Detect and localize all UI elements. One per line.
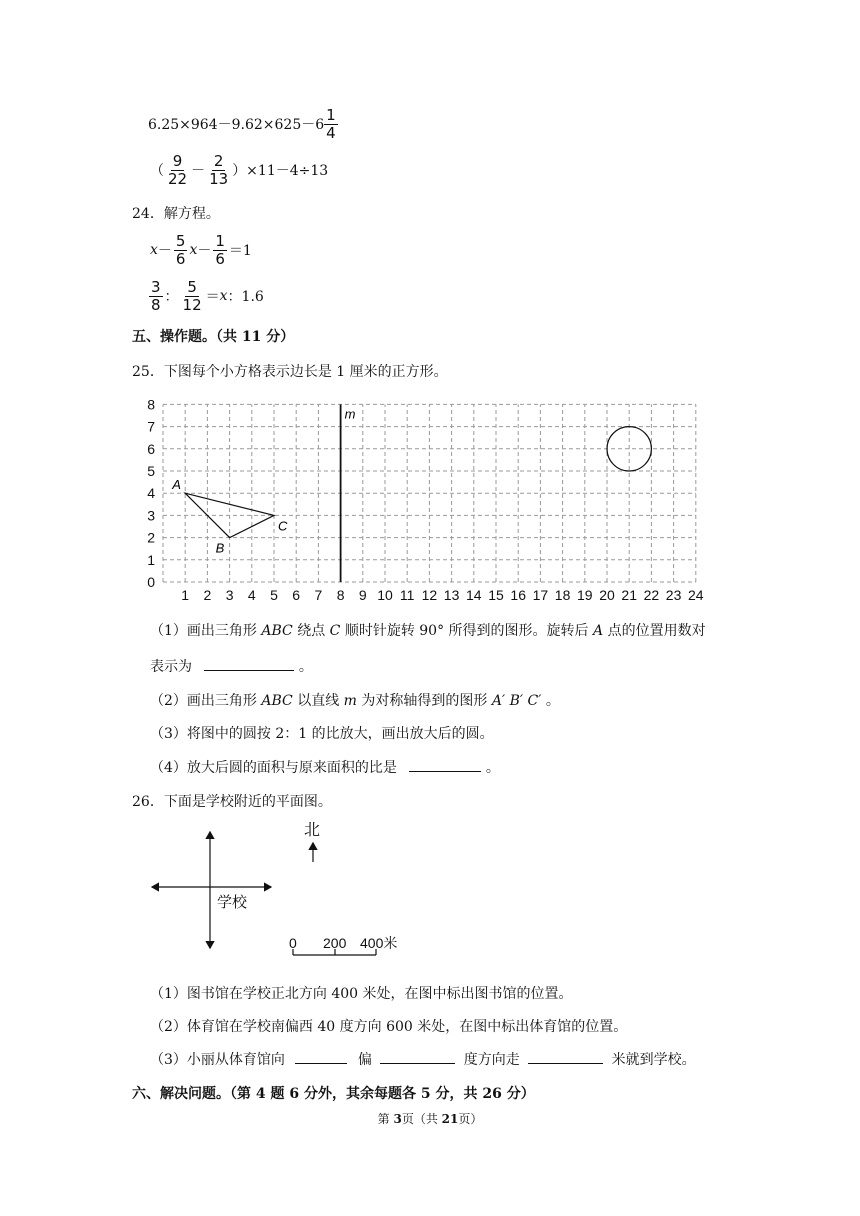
x-tick-label: 7 [314,587,323,603]
fraction-2-13 [207,153,230,188]
y-tick-label: 5 [147,463,155,479]
x-tick-label: 9 [358,587,367,603]
school-label: 学校 [217,894,248,911]
north-label: 北 [304,822,321,839]
frac-numerator: 1 [215,231,225,250]
q25-title: 25．下图每个小方格表示边长是 1 厘米的正方形。 [132,364,448,380]
minus-sign: － [157,243,172,259]
x-tick-label: 11 [399,587,415,603]
q23-expression-1 [148,100,340,148]
minus-sign: － [197,243,212,259]
answer-blank[interactable] [204,656,294,671]
frac-numerator: 9 [172,151,183,170]
x-tick-label: 19 [577,587,593,603]
x-tick-label: 10 [377,587,393,603]
var-x: x [150,242,158,258]
frac-numerator: 5 [187,277,197,296]
p1-text-b: 绕点 [297,623,326,639]
x-tick-label: 13 [443,587,460,603]
p2-abc: ABC [261,693,293,709]
frac-denominator: 22 [168,169,188,188]
answer-blank[interactable] [528,1049,603,1064]
q26-part-1: （1）图书馆在学校正北方向 400 米处，在图中标出图书馆的位置。 [150,986,573,1002]
q26-part-3 [150,1049,696,1069]
fraction-9-22 [166,153,189,188]
answer-blank[interactable] [380,1049,455,1064]
frac-denominator: 6 [175,249,186,268]
footer-text-a: 第 [377,1112,394,1126]
page-footer [0,1110,860,1127]
x-tick-label: 15 [488,587,504,603]
q25-part-1 [150,620,706,640]
y-tick-label: 2 [147,529,155,546]
p2-primes: A′ B′ C′ [491,693,542,709]
p1-text-d: 顺时针旋转 90° 所得到的图形。旋转后 [344,623,589,639]
frac-denominator: 13 [209,169,229,188]
frac-denominator: 4 [326,123,336,142]
p1-a-point: A [593,623,604,639]
p1-end: 。 [298,659,313,675]
point-label-b: B [215,540,225,556]
p3-text-d: 米就到学校。 [611,1052,696,1068]
y-tick-label: 8 [147,396,155,413]
y-tick-label: 7 [147,418,155,435]
frac-numerator: 1 [326,105,336,124]
frac-denominator: 12 [182,295,202,314]
answer-blank[interactable] [295,1049,347,1064]
y-tick-label: 0 [147,574,155,590]
p2-text-b: 以直线 [297,693,340,709]
point-label-a: A [172,477,181,493]
frac-numerator: 2 [213,151,224,170]
x-tick-label: 16 [510,587,526,603]
x-tick-label: 18 [554,587,571,603]
expr1-text: 6.25×964－9.62×625－6 [148,117,325,133]
q24-title: 24．解方程。 [132,206,220,222]
footer-text-b: 页（共 [401,1112,442,1126]
x-tick-label: 21 [621,587,637,603]
p1-c: C [329,623,341,639]
x-tick-label: 23 [665,587,682,603]
fraction-3-8 [149,279,163,314]
y-tick-label: 3 [147,507,155,524]
line-m-label: m [344,406,356,422]
p2-text-c: 为对称轴得到的图形 [361,693,488,709]
x-tick-label: 4 [247,587,256,603]
q25-part-2 [150,690,560,710]
q23-expression-2 [150,148,328,192]
p2-text-a: （2）画出三角形 [150,693,257,709]
p1-text-a: （1）画出三角形 [150,623,257,639]
q24-equation-1 [150,228,252,272]
expr2-tail: ）×11－4÷13 [232,163,329,179]
minus-sign: － [191,163,206,179]
x-tick-label: 17 [532,587,549,603]
paren-open: （ [150,163,164,179]
q25-part-4 [150,757,500,777]
fraction-5-12 [181,279,204,314]
scale-label-0: 0 [289,935,297,951]
x-tick-label: 14 [466,587,482,603]
x-tick-label: 8 [336,587,345,603]
q26-map-figure [140,815,420,960]
mixed-fraction [324,107,338,142]
eq2-tail: ：1.6 [227,289,264,305]
answer-blank[interactable] [409,757,481,772]
frac-denominator: 6 [215,249,225,268]
p1-abc: ABC [261,623,293,639]
x-tick-label: 20 [599,587,615,603]
colon: ： [164,289,179,305]
equals-sign: ＝ [205,289,220,305]
frac-numerator: 5 [175,231,186,250]
var-x: x [189,242,198,258]
q24-equation-2 [147,274,264,318]
section-6-heading: 六、解决问题。（第 4 题 6 分外，其余每题各 5 分，共 26 分） [132,1086,535,1102]
total-pages: 21 [441,1112,459,1126]
eq1-tail: ＝1 [228,243,252,259]
x-tick-label: 2 [203,587,212,603]
p4-text: （4）放大后圆的面积与原来面积的比是 [150,760,397,776]
x-tick-label: 3 [225,587,234,603]
p4-end: 。 [485,760,500,776]
scale-label-400: 400米 [360,935,398,951]
section-5-heading: 五、操作题。（共 11 分） [132,329,295,345]
x-tick-label: 1 [181,587,190,603]
p2-m: m [343,693,357,709]
p3-text-b: 偏 [357,1052,372,1068]
p1-line2-text: 表示为 [150,659,192,675]
fraction-1-6 [213,233,227,268]
x-tick-label: 24 [688,587,704,603]
grid-axis-labels [147,396,704,603]
y-tick-label: 4 [147,485,155,502]
p3-text-a: （3）小丽从体育馆向 [150,1052,285,1068]
x-tick-label: 22 [643,587,660,603]
q26-title: 26．下面是学校附近的平面图。 [132,794,332,810]
scale-label-200: 200 [323,935,347,951]
frac-numerator: 3 [151,277,161,296]
page-number: 3 [393,1112,402,1126]
q25-grid-figure [140,392,710,604]
q25-part-1-answer-line [150,656,313,676]
y-tick-label: 6 [147,440,155,457]
x-tick-label: 5 [270,587,278,603]
x-tick-label: 6 [292,587,301,603]
frac-denominator: 8 [151,295,161,314]
x-tick-label: 12 [421,587,438,603]
point-label-c: C [278,518,288,534]
q25-part-3: （3）将图中的圆按 2：1 的比放大，画出放大后的圆。 [150,726,494,742]
school-cross-axes [152,832,271,948]
q26-part-2: （2）体育馆在学校南偏西 40 度方向 600 米处，在图中标出体育馆的位置。 [150,1019,628,1035]
footer-text-c: 页） [458,1112,483,1126]
fraction-5-6 [174,233,188,268]
p1-text-e: 点的位置用数对 [607,623,706,639]
p3-text-c: 度方向走 [463,1052,520,1068]
y-tick-label: 1 [147,551,155,568]
var-x: x [219,288,228,304]
p2-end: 。 [545,693,560,709]
